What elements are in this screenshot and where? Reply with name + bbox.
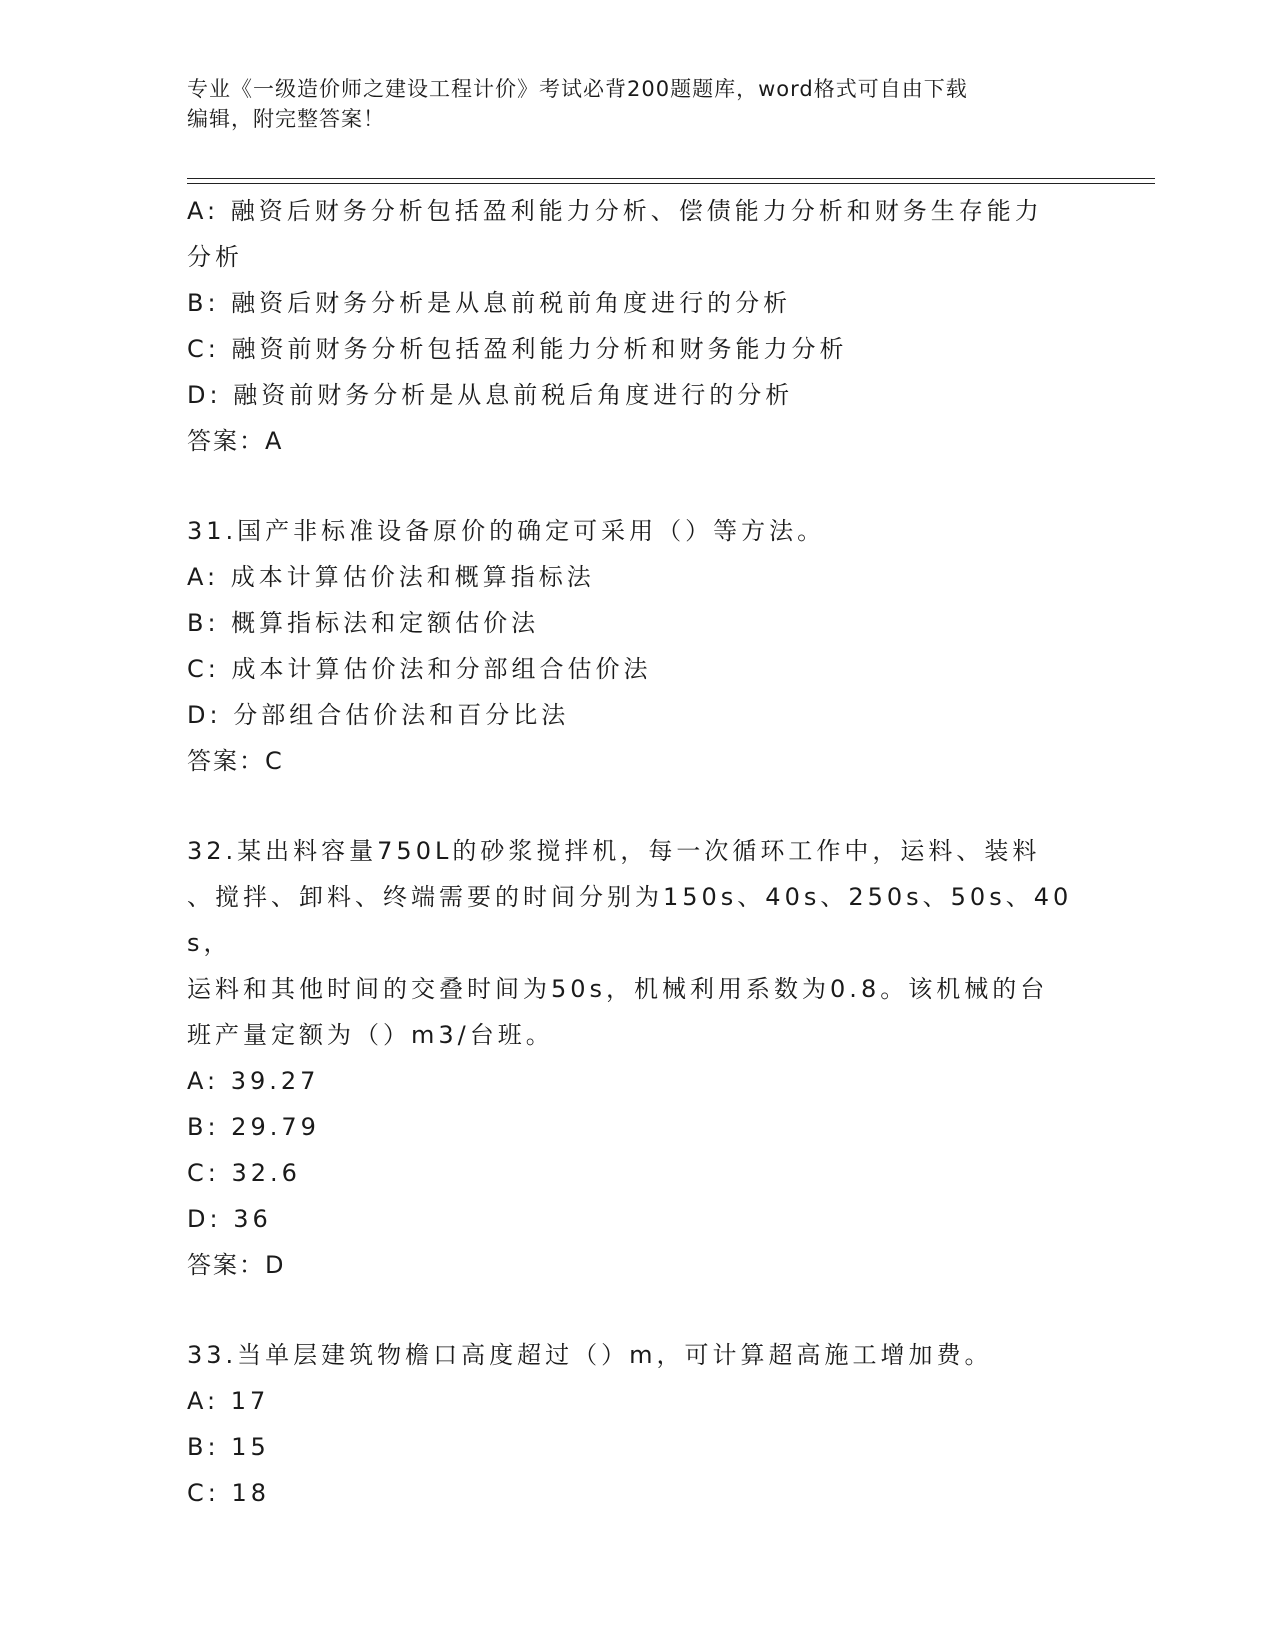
option-a-line-2: 分析 <box>187 243 243 271</box>
option-d: D: 分部组合估价法和百分比法 <box>187 701 570 729</box>
header-line-2: 编辑，附完整答案！ <box>187 107 385 131</box>
question-31-block <box>187 508 1087 784</box>
option-d: D: 36 <box>187 1205 272 1233</box>
option-b: B: 29.79 <box>187 1113 320 1141</box>
option-b: B: 15 <box>187 1433 270 1461</box>
option-a: A: 17 <box>187 1387 270 1415</box>
spacer <box>187 464 1087 508</box>
answer-label: 答案：C <box>187 747 284 775</box>
answer-label: 答案：D <box>187 1251 286 1279</box>
option-c: C: 成本计算估价法和分部组合估价法 <box>187 655 652 683</box>
header-line-1: 专业《一级造价师之建设工程计价》考试必背200题题库，word格式可自由下载 <box>187 77 968 101</box>
option-c: C: 融资前财务分析包括盈利能力分析和财务能力分析 <box>187 335 848 363</box>
option-b: B: 融资后财务分析是从息前税前角度进行的分析 <box>187 289 792 317</box>
option-b: B: 概算指标法和定额估价法 <box>187 609 540 637</box>
option-a: A: 39.27 <box>187 1067 320 1095</box>
option-c: C: 18 <box>187 1479 271 1507</box>
option-a-line-1: A: 融资后财务分析包括盈利能力分析、偿债能力分析和财务生存能力 <box>187 197 1043 225</box>
answer-label: 答案：A <box>187 427 284 455</box>
question-32-text-line-2: 、搅拌、卸料、终端需要的时间分别为150s、40s、250s、50s、40s， <box>187 883 1073 957</box>
option-c: C: 32.6 <box>187 1159 301 1187</box>
option-a: A: 成本计算估价法和概算指标法 <box>187 563 595 591</box>
option-d: D: 融资前财务分析是从息前税后角度进行的分析 <box>187 381 794 409</box>
question-32-text-line-4: 班产量定额为（）m3/台班。 <box>187 1021 554 1049</box>
question-32-text-line-1: 32.某出料容量750L的砂浆搅拌机，每一次循环工作中，运料、装料 <box>187 837 1041 865</box>
question-33-block <box>187 1332 1087 1516</box>
question-30-block <box>187 188 1087 464</box>
question-31-text: 31.国产非标准设备原价的确定可采用（）等方法。 <box>187 517 826 545</box>
question-33-text: 33.当单层建筑物檐口高度超过（）m，可计算超高施工增加费。 <box>187 1341 993 1369</box>
question-32-block <box>187 828 1087 1288</box>
question-content <box>187 188 1087 1516</box>
header-divider-bottom <box>187 183 1155 184</box>
question-32-text-line-3: 运料和其他时间的交叠时间为50s，机械利用系数为0.8。该机械的台 <box>187 975 1049 1003</box>
document-header <box>187 74 1087 134</box>
spacer <box>187 784 1087 828</box>
header-divider-top <box>187 178 1155 179</box>
spacer <box>187 1288 1087 1332</box>
